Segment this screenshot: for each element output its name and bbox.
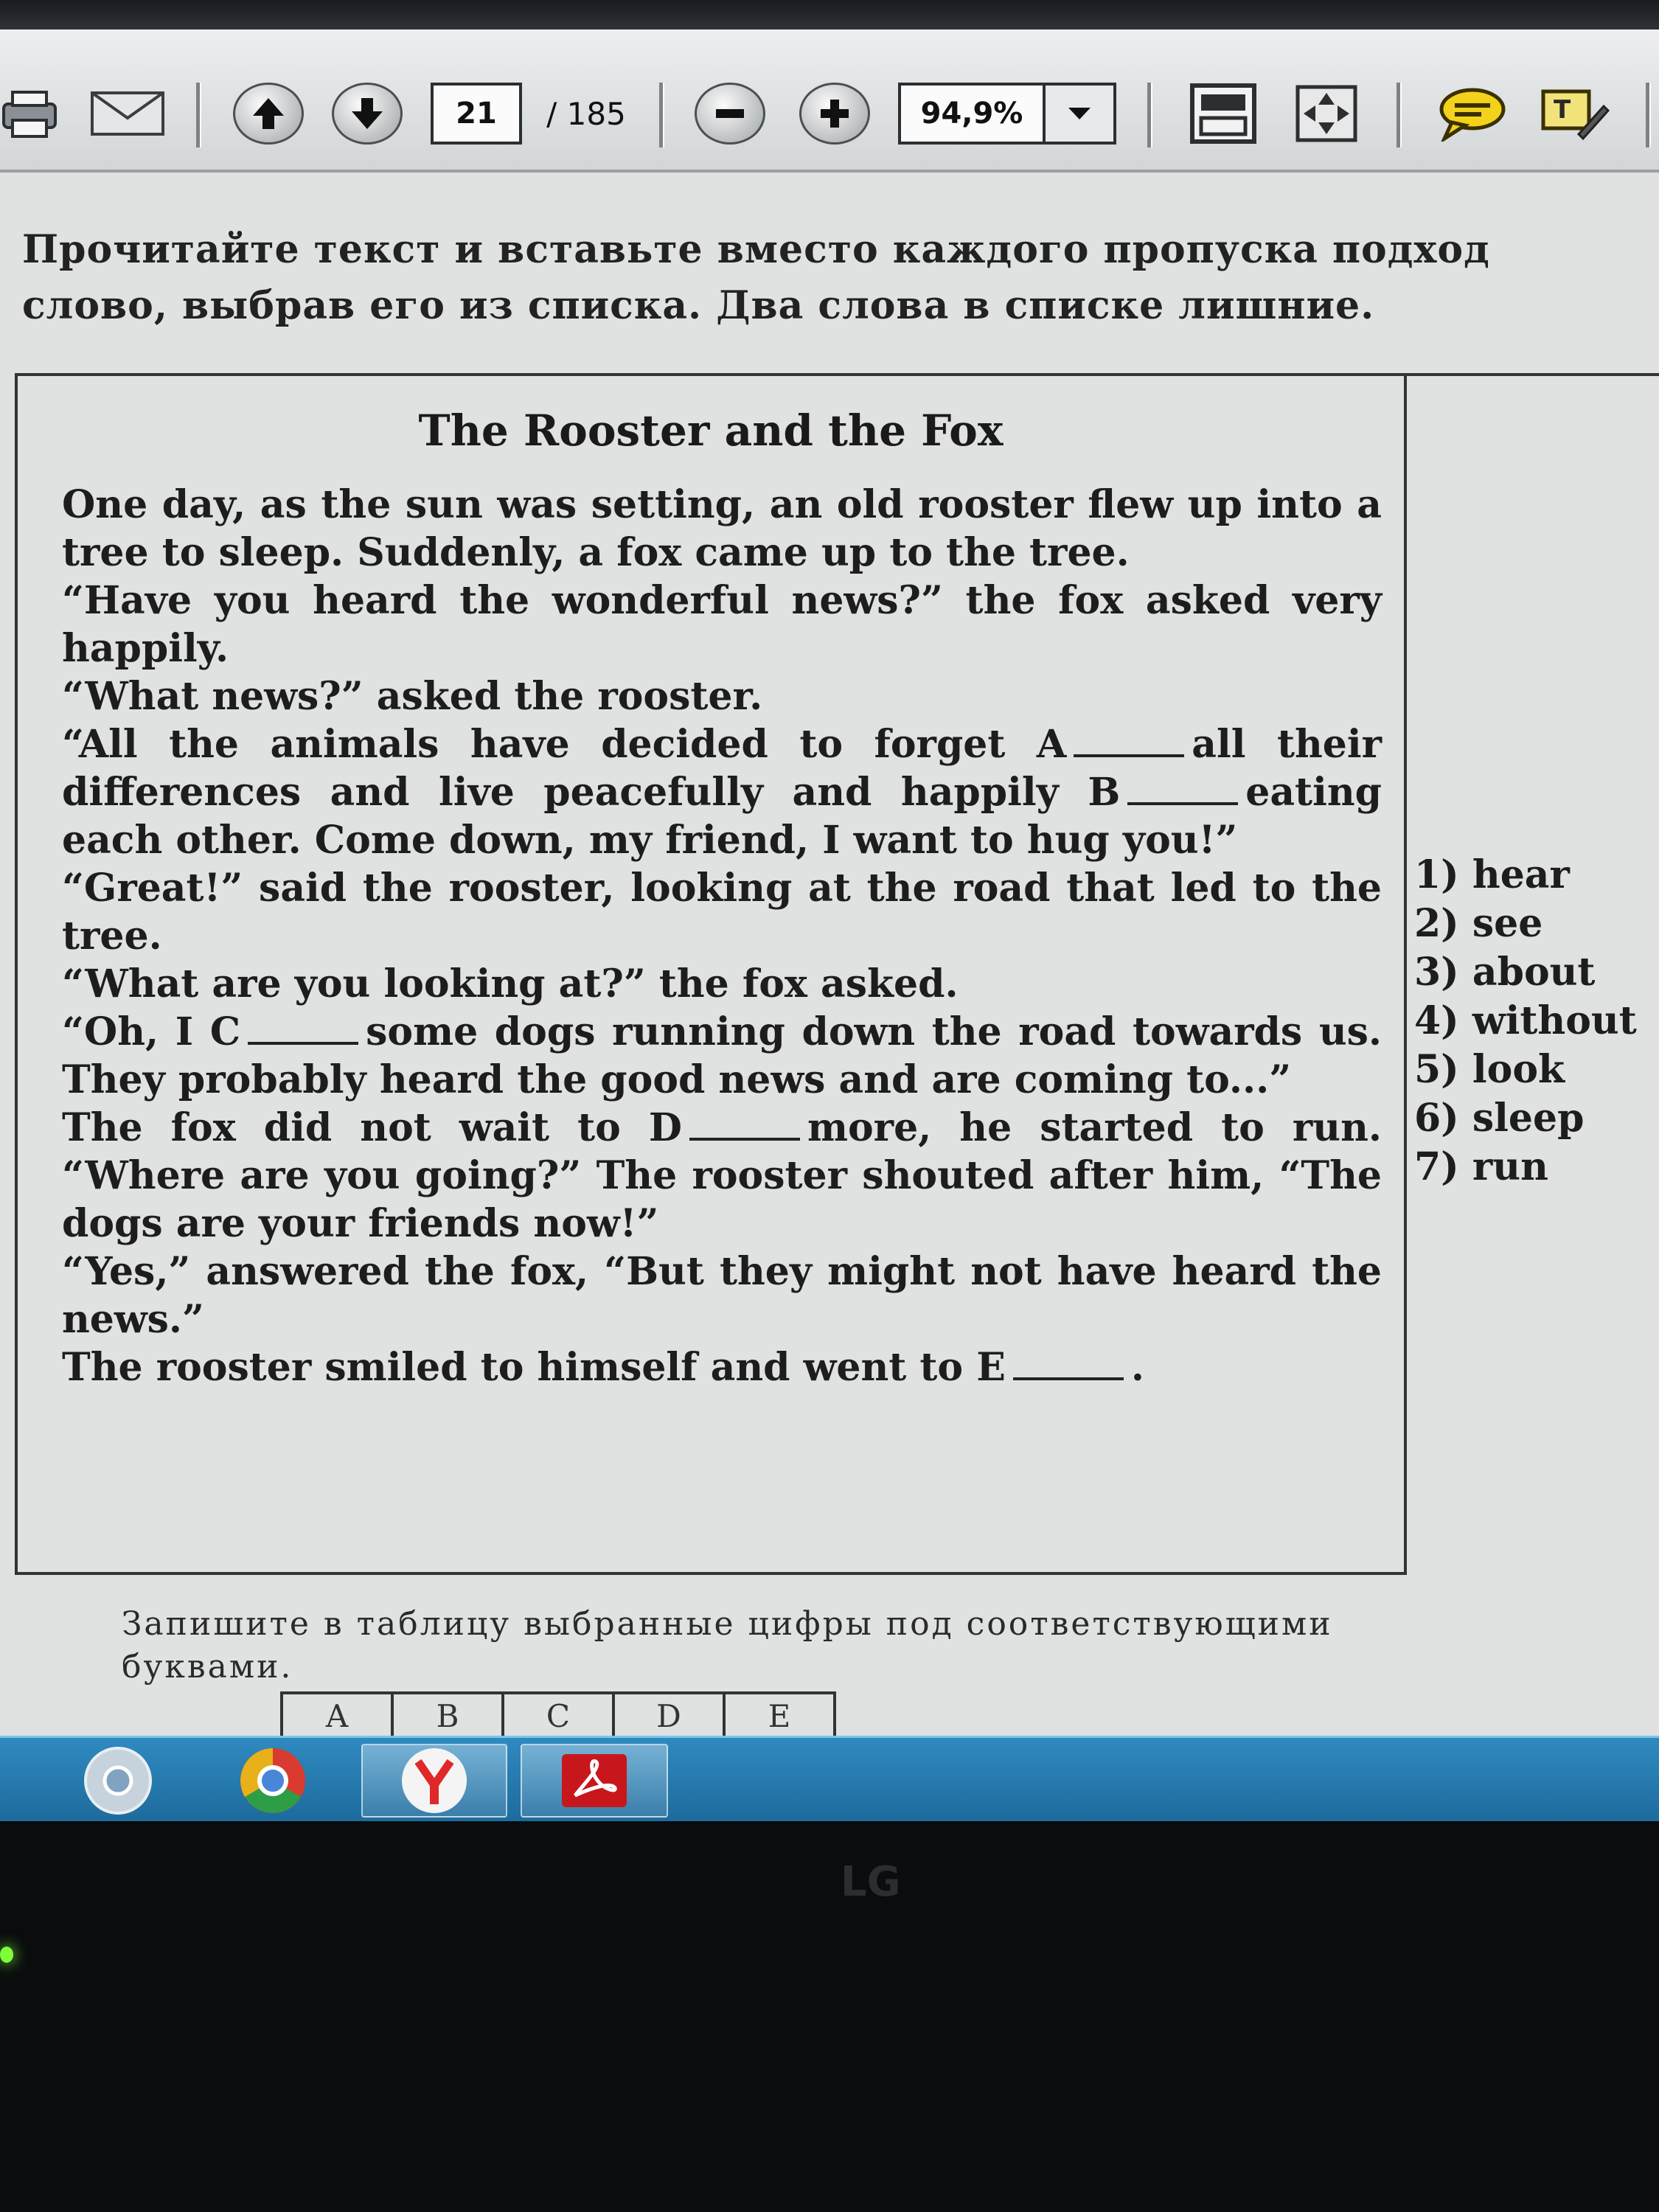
taskbar-chrome[interactable] [229, 1744, 317, 1818]
chrome-icon [236, 1744, 310, 1818]
gap-a-blank [1074, 725, 1184, 757]
toolbar-separator [659, 83, 664, 147]
taskbar [0, 1736, 1659, 1821]
story-paragraph [62, 1008, 1382, 1104]
next-page-icon [349, 95, 386, 132]
fit-page-icon [1189, 83, 1257, 145]
story-text-segment: eating each other. Come down, my friend, I want to hug you!” [62, 770, 1382, 863]
typewriter-icon [1539, 86, 1610, 142]
prev-page-icon [250, 95, 287, 132]
window-top-edge [0, 0, 1659, 29]
next-page-button[interactable] [332, 83, 403, 145]
gap-label-b: B [1088, 770, 1121, 815]
story-paragraph: “Yes,” answered the fox, “But they might not have heard the news.” [62, 1249, 1382, 1342]
answer-header-e: E [723, 1694, 836, 1739]
gap-d-blank [689, 1108, 800, 1141]
story-paragraph: “What news?” asked the rooster. [62, 674, 763, 719]
comment-button[interactable] [1430, 83, 1512, 145]
zoom-level-value: 94,9% [920, 97, 1023, 131]
fit-width-icon [1293, 83, 1360, 145]
email-icon[interactable] [87, 83, 168, 145]
zoom-level-input[interactable] [898, 83, 1046, 145]
task-instruction-line-2: слово, выбрав его из списка. Два слова в списке лишние. [22, 283, 1375, 328]
word-options-list [1414, 851, 1637, 1192]
answer-header-d: D [612, 1694, 723, 1739]
story-text-segment: The rooster smiled to himself and went to [62, 1345, 964, 1390]
option-item: 1) hear [1414, 852, 1570, 897]
option-item: 3) about [1414, 950, 1596, 995]
gap-label-d: D [648, 1105, 682, 1150]
story-paragraph: “What are you looking at?” the fox asked. [62, 961, 959, 1006]
answer-header-b: B [391, 1694, 501, 1739]
gap-c-blank [248, 1012, 358, 1045]
answer-header-c: C [501, 1694, 612, 1739]
story-box [15, 373, 1407, 1575]
adobe-reader-icon [557, 1751, 631, 1810]
story-text-segment: “Oh, I [62, 1009, 194, 1054]
page-number-input[interactable] [431, 83, 522, 145]
answer-instruction-line-2: буквами. [122, 1648, 293, 1686]
story-text-segment: The fox did not wait to [62, 1105, 621, 1150]
options-column-border [1404, 373, 1659, 376]
answer-table [280, 1691, 836, 1739]
svg-text:T: T [1554, 95, 1571, 125]
option-item: 5) look [1414, 1047, 1565, 1092]
story-paragraph [62, 1104, 1382, 1248]
story-text-segment: “All the animals have decided to forget [62, 722, 1006, 767]
typewriter-button[interactable] [1534, 83, 1615, 145]
monitor-brand-logo: LG [841, 1858, 901, 1906]
gap-label-e: E [976, 1345, 1006, 1390]
zoom-out-button[interactable] [695, 83, 765, 145]
power-led [0, 1947, 13, 1963]
story-text-segment: . [1130, 1345, 1144, 1390]
story-title: The Rooster and the Fox [418, 406, 1004, 456]
zoom-in-button[interactable] [799, 83, 870, 145]
toolbar-separator [1147, 83, 1152, 147]
taskbar-adobe-reader[interactable] [521, 1744, 668, 1818]
story-paragraph: “Great!” said the rooster, looking at the road that led to the tree. [62, 866, 1382, 959]
toolbar-separator [1397, 83, 1402, 147]
story-text-segment: all their differences and live peacefully and happily [62, 722, 1382, 815]
reader-toolbar [0, 29, 1659, 173]
fit-width-button[interactable] [1286, 83, 1367, 145]
answer-instruction [122, 1603, 1333, 1688]
story-paragraph [62, 1343, 1382, 1391]
page-number-value: 21 [456, 97, 497, 131]
taskbar-chrome-app[interactable] [74, 1744, 162, 1818]
gap-label-c: C [209, 1009, 241, 1054]
dropdown-icon [1067, 106, 1092, 121]
yandex-browser-icon [397, 1744, 471, 1818]
story-paragraph [62, 720, 1382, 864]
document-page [0, 173, 1659, 1736]
print-icon[interactable] [0, 83, 66, 145]
comment-icon [1436, 86, 1506, 142]
answer-instruction-line-1: Запишите в таблицу выбранные цифры под соответствующими [122, 1605, 1333, 1643]
story-text-segment: more, he started to run. “Where are you going?” The rooster shouted after him, “The dogs are your friends now!” [62, 1105, 1382, 1246]
option-item: 2) see [1414, 901, 1543, 946]
gap-e-blank [1013, 1348, 1124, 1380]
page-total [531, 83, 641, 145]
toolbar-separator [1646, 83, 1651, 147]
option-item: 7) run [1414, 1144, 1548, 1189]
story-paragraph: “Have you heard the wonderful news?” the fox asked very happily. [62, 578, 1382, 671]
page-total-label: / 185 [546, 95, 626, 132]
story-paragraph: One day, as the sun was setting, an old rooster flew up into a tree to sleep. Suddenly, a fox came up to the tree. [62, 482, 1382, 575]
story-text-segment: some dogs running down the road towards us. They probably heard the good news and are coming to...” [62, 1009, 1382, 1102]
fit-page-button[interactable] [1183, 83, 1264, 145]
answer-header-a: A [280, 1694, 391, 1739]
story-text [62, 481, 1382, 1391]
zoom-out-icon [712, 95, 748, 132]
option-item: 6) sleep [1414, 1096, 1585, 1141]
toolbar-separator [196, 83, 201, 147]
zoom-dropdown-button[interactable] [1043, 83, 1116, 145]
chrome-app-icon [81, 1744, 155, 1818]
prev-page-button[interactable] [233, 83, 304, 145]
gap-label-a: A [1036, 722, 1067, 767]
gap-b-blank [1127, 773, 1238, 805]
zoom-in-icon [816, 95, 853, 132]
option-item: 4) without [1414, 998, 1637, 1043]
task-instruction-line-1: Прочитайте текст и вставьте вместо каждого пропуска подход [22, 227, 1490, 272]
taskbar-yandex-browser[interactable] [361, 1744, 507, 1818]
